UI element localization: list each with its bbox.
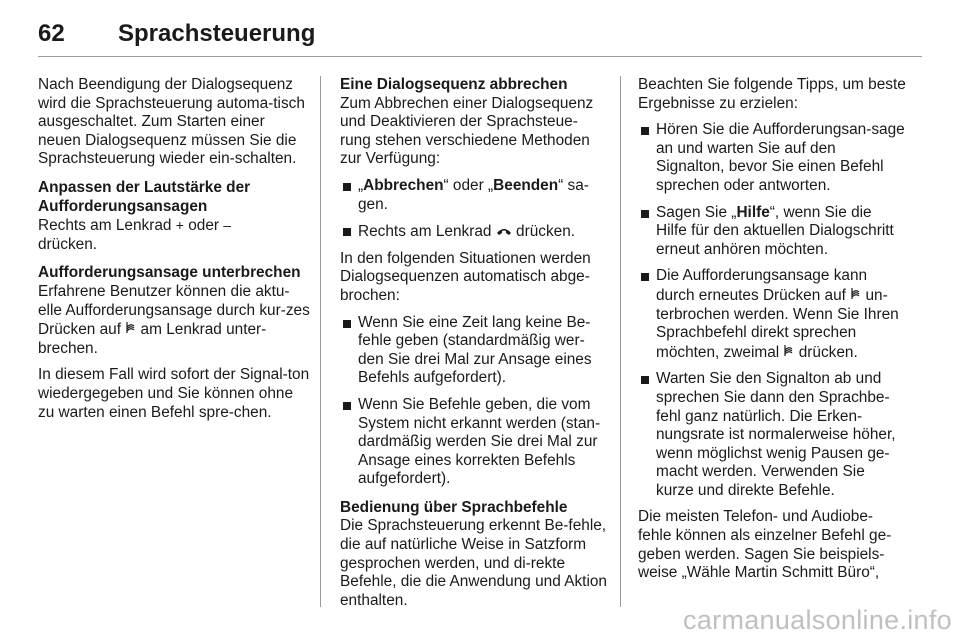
tips-list [638, 121, 906, 500]
volume-paragraph: Rechts am Lenkrad + oder – drücken. [38, 217, 232, 253]
page-number: 62 [38, 20, 65, 47]
cancel-heading: Eine Dialogsequenz abbrechen [340, 76, 568, 93]
page-title: Sprachsteuerung [118, 20, 316, 47]
auto-cancel-list [340, 314, 608, 489]
column-2 [340, 76, 608, 618]
watermark: carmanualsonline.info [683, 605, 952, 635]
minus-icon: – [223, 217, 232, 234]
voice-icon [125, 320, 136, 339]
voice-icon [783, 343, 794, 362]
plus-icon: + [175, 217, 184, 234]
list-item: Die Aufforderungsansage kann durch erneutes Drücken auf un-terbrochen werden. Wenn Sie Ihren Sprachbefehl direkt sprechen möchten, zweimal drücken. [638, 267, 906, 362]
list-item: Sagen Sie „Hilfe“, wenn Sie die Hilfe für den aktuellen Dialogschritt erneut anhören möchten. [638, 204, 906, 260]
column-3 [638, 76, 906, 591]
list-item: Hören Sie die Aufforderungsan-sage an und warten Sie auf den Signalton, bevor Sie einen Befehl sprechen oder antworten. [638, 121, 906, 195]
column-divider-1 [320, 76, 321, 607]
list-item: Wenn Sie Befehle geben, die vom System nicht erkannt werden (stan-dardmäßig werden Sie drei Mal zur Ansage eines korrekten Befehls aufgefordert). [340, 396, 608, 489]
tips-paragraph: Beachten Sie folgende Tipps, um beste Ergebnisse zu erzielen: [638, 76, 906, 112]
list-item: Wenn Sie eine Zeit lang keine Be-fehle geben (standardmäßig wer-den Sie drei Mal zur Ansage eines Befehls aufgefordert). [340, 314, 608, 388]
interrupt-paragraph-2: In diesem Fall wird sofort der Signal-ton wiedergegeben und Sie können ohne zu warten einen Befehl spre-chen. [38, 366, 310, 421]
list-item: „Abbrechen“ oder „Beenden“ sa-gen. [340, 177, 608, 214]
list-item: Rechts am Lenkrad drücken. [340, 222, 608, 242]
list-item: Warten Sie den Signalton ab und sprechen Sie dann den Sprachbe-fehl ganz natürlich. Die Erken-nungsrate ist normalerweise höher, wenn möglichst wenig Pausen ge-macht werden. Verwenden Sie kurze und direkte Befehle. [638, 370, 906, 500]
volume-heading: Anpassen der Lautstärke der Aufforderungsansagen [38, 178, 251, 215]
page-header [38, 14, 922, 57]
column-1 [38, 76, 310, 430]
column-divider-2 [620, 76, 621, 607]
intro-paragraph: Nach Beendigung der Dialogsequenz wird die Sprachsteuerung automa-tisch ausgeschaltet. Zum Starten einer neuen Dialogsequenz müssen Sie die Sprachsteuerung wieder ein-schalten. [38, 76, 305, 168]
operate-paragraph: Die Sprachsteuerung erkennt Be-fehle, die auf natürliche Weise in Satzform gesprochen werden, und di-rekte Befehle, die die Anwendung und Aktion enthalten. [340, 517, 607, 609]
auto-cancel-paragraph: In den folgenden Situationen werden Dialogsequenzen automatisch abge-brochen: [340, 249, 591, 304]
operate-heading: Bedienung über Sprachbefehle [340, 498, 568, 516]
interrupt-heading: Aufforderungsansage unterbrechen [38, 264, 301, 282]
hang-up-icon [496, 222, 512, 241]
cancel-list [340, 177, 608, 242]
closing-paragraph: Die meisten Telefon- und Audiobe-fehle können als einzelner Befehl ge-geben werden. Sagen Sie beispiels-weise „Wähle Martin Schmitt Büro“, [638, 508, 892, 582]
voice-icon [850, 286, 861, 305]
cancel-paragraph: Zum Abbrechen einer Dialogsequenz und Deaktivieren der Sprachsteue-rung stehen verschiedene Methoden zur Verfügung: [340, 94, 594, 168]
interrupt-paragraph: Erfahrene Benutzer können die aktu-elle Aufforderungsansage durch kur-zes Drücken auf am Lenkrad unter-brechen. [38, 282, 310, 357]
